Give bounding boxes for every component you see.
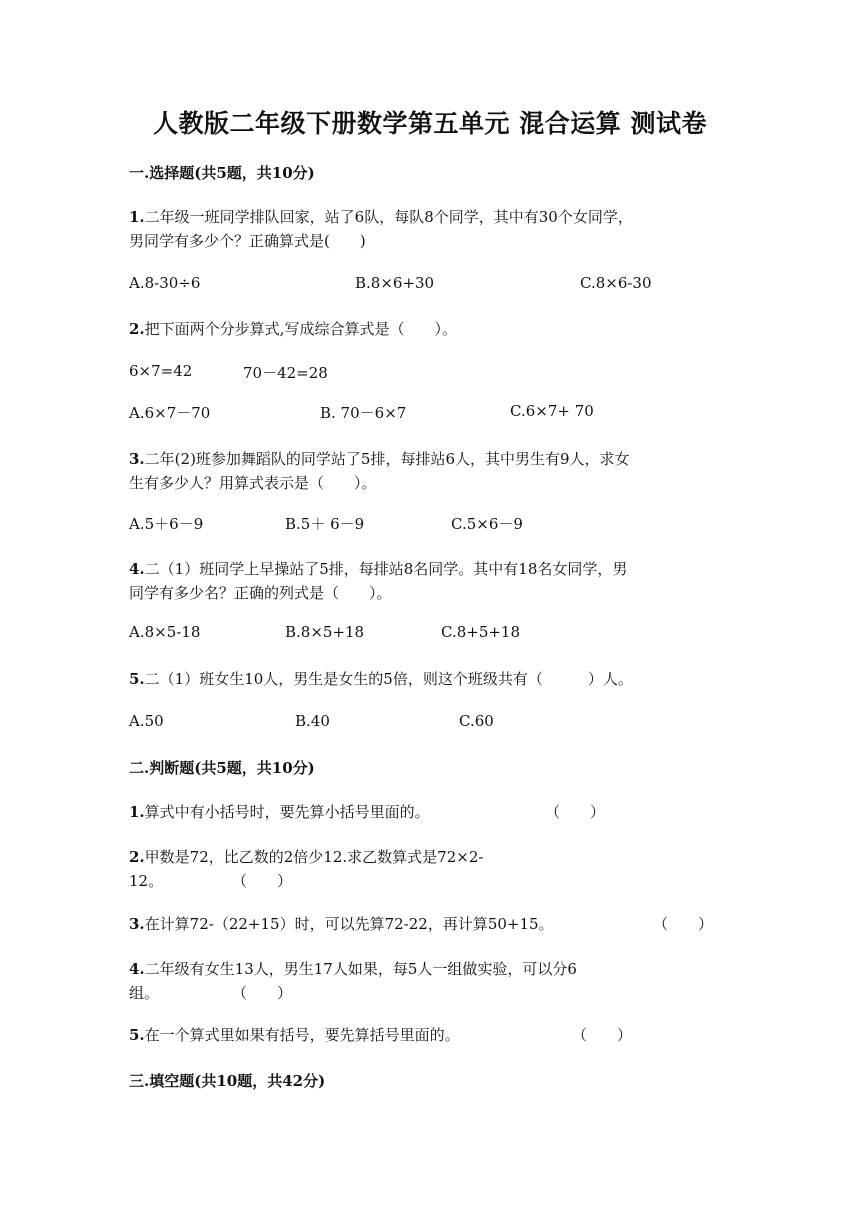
question-text-cont: 同学有多少名？正确的列式是（ ）。 bbox=[129, 584, 392, 602]
section-heading-judgment: 二.判断题(共5题，共10分) bbox=[129, 759, 315, 777]
question-text: 二（1）班同学上早操站了5排，每排站8名同学。其中有18名女同学，男 bbox=[144, 560, 628, 578]
option-c: C.5×6－9 bbox=[451, 515, 523, 533]
option-a: A.8-30÷6 bbox=[129, 274, 201, 292]
judgment-question-1 bbox=[129, 800, 729, 824]
section-heading-fill-blank: 三.填空题(共10题，共42分) bbox=[129, 1072, 326, 1090]
judgment-question-5 bbox=[129, 1023, 729, 1047]
option-c: C.8×6-30 bbox=[580, 274, 652, 292]
section-heading-choice: 一.选择题(共5题，共10分) bbox=[129, 164, 315, 182]
judgment-question-4 bbox=[129, 957, 729, 1005]
judgment-question-2 bbox=[129, 845, 729, 893]
judgment-question-3 bbox=[129, 912, 729, 936]
question-text: 在一个算式里如果有括号，要先算括号里面的。 bbox=[144, 1026, 460, 1044]
step-formulas bbox=[129, 362, 749, 384]
answer-parentheses: （ ） bbox=[572, 1026, 633, 1044]
option-a: A.6×7－70 bbox=[129, 404, 211, 422]
question-text: 二年级一班同学排队回家，站了6队，每队8个同学，其中有30个女同学， bbox=[144, 208, 633, 226]
option-a: A.8×5-18 bbox=[129, 623, 201, 641]
question-text: 二年级有女生13人，男生17人如果，每5人一组做实验，可以分6 bbox=[144, 960, 577, 978]
answer-parentheses: （ ） bbox=[232, 872, 293, 890]
question-number: 2. bbox=[129, 848, 145, 866]
step-formula-1: 6×7=42 bbox=[129, 362, 193, 380]
question-number: 1. bbox=[129, 208, 145, 226]
option-b: B.40 bbox=[295, 712, 330, 730]
question-text: 算式中有小括号时，要先算小括号里面的。 bbox=[144, 803, 430, 821]
question-number: 3. bbox=[129, 915, 145, 933]
question-number: 4. bbox=[129, 960, 145, 978]
choice-options-4 bbox=[129, 623, 749, 645]
question-text: 甲数是72，比乙数的2倍少12.求乙数算式是72×2- bbox=[144, 848, 484, 866]
question-number: 4. bbox=[129, 560, 145, 578]
choice-options-2 bbox=[129, 402, 749, 424]
choice-options-1 bbox=[129, 274, 749, 296]
choice-question-2 bbox=[129, 317, 729, 341]
option-a: A.5＋6－9 bbox=[129, 515, 204, 533]
answer-parentheses: （ ） bbox=[232, 984, 293, 1002]
question-text-cont: 男同学有多少个？正确算式是( ) bbox=[129, 232, 366, 250]
question-number: 5. bbox=[129, 670, 145, 688]
choice-question-4 bbox=[129, 557, 729, 605]
option-b: B.8×6+30 bbox=[355, 274, 435, 292]
option-c: C.6×7+ 70 bbox=[510, 402, 594, 420]
question-number: 2. bbox=[129, 320, 145, 338]
exam-title: 人教版二年级下册数学第五单元 混合运算 测试卷 bbox=[153, 109, 707, 138]
question-text-cont: 生有多少人？用算式表示是（ ）。 bbox=[129, 474, 377, 492]
choice-options-5 bbox=[129, 712, 749, 734]
option-c: C.60 bbox=[459, 712, 494, 730]
question-text: 在计算72-（22+15）时，可以先算72-22，再计算50+15。 bbox=[144, 915, 554, 933]
question-text: 二年(2)班参加舞蹈队的同学站了5排，每排站6人，其中男生有9人，求女 bbox=[144, 450, 630, 468]
question-text-cont: 组。 bbox=[129, 984, 160, 1002]
question-text-cont: 12。 bbox=[129, 872, 164, 890]
choice-question-1 bbox=[129, 205, 729, 253]
question-number: 5. bbox=[129, 1026, 145, 1044]
option-b: B.8×5+18 bbox=[285, 623, 365, 641]
option-b: B. 70－6×7 bbox=[320, 404, 407, 422]
question-text: 二（1）班女生10人，男生是女生的5倍，则这个班级共有（ ）人。 bbox=[144, 670, 633, 688]
question-text: 把下面两个分步算式,写成综合算式是（ ）。 bbox=[144, 320, 457, 338]
question-number: 1. bbox=[129, 803, 145, 821]
question-number: 3. bbox=[129, 450, 145, 468]
answer-parentheses: （ ） bbox=[545, 803, 606, 821]
option-a: A.50 bbox=[129, 712, 164, 730]
step-formula-2: 70－42=28 bbox=[243, 364, 328, 382]
option-b: B.5＋ 6－9 bbox=[285, 515, 365, 533]
choice-question-5 bbox=[129, 667, 729, 691]
choice-options-3 bbox=[129, 513, 749, 535]
option-c: C.8+5+18 bbox=[441, 623, 521, 641]
choice-question-3 bbox=[129, 447, 729, 495]
answer-parentheses: （ ） bbox=[653, 915, 714, 933]
